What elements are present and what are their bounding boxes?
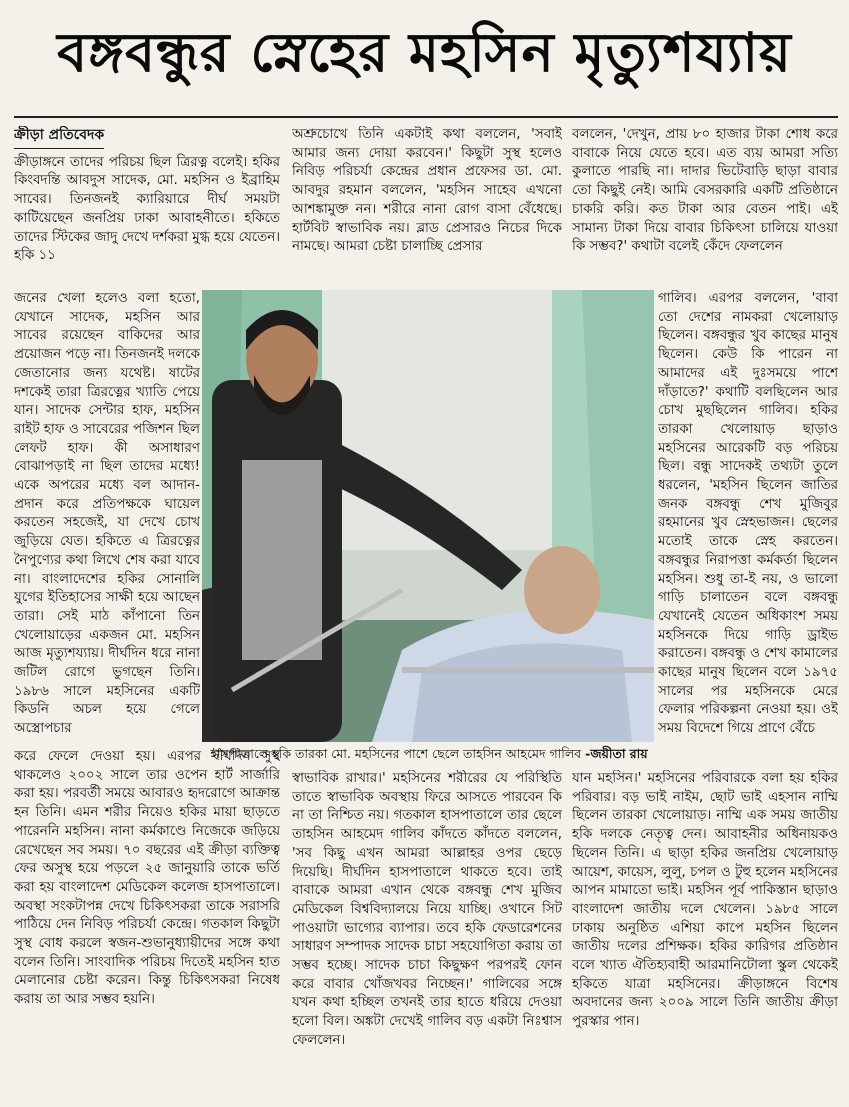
headline: বঙ্গবন্ধুর স্নেহের মহসিন মৃত্যুশয্যায় xyxy=(57,20,792,84)
paragraph: জনের খেলা হলেও বলা হতো, যেখানে সাদেক, মহসিন আর সাবের রয়েছেন বাকিদের আর প্রয়োজন পড়ে না। তিনজনই দলকে জেতানোর জন্য যথেষ্ট। ষাটের দশকেই তারা ত্রিরত্নের খ্যাতি পেয়ে যান। সাদেক সেন্টার হাফ, মহসিন রাইট হাফ ও সাবেরের পজিশন ছিল লেফট হাফ। কী অসাধারণ বোঝাপড়াই না ছিল তাদের মধ্যে! একে অপরের মধ্যে বল আদান-প্রদান করে প্রতিপক্ষকে ঘায়েল করতেন সহজেই, যা দেখে চোখ জুড়িয়ে যেত। হকিতে এ ত্রিরত্নের নৈপুণ্যের কথা লিখে শেষ করা যাবে না। বাংলাদেশের হকির সোনালি যুগের ইতিহাসের সাক্ষী হয়ে আছেন তারা। সেই মাঠ কাঁপানো তিন খেলোয়াড়ের একজন মো. মহসিন আজ মৃত্যুশয্যায়। দীর্ঘদিন ধরে নানা জটিল রোগে ভুগছেন তিনি। ১৯৮৬ সালে মহসিনের একটি কিডনি অচল হয়ে গেলে অস্ত্রোপচার xyxy=(14,291,200,736)
headline-rule xyxy=(14,116,838,118)
column-2-bottom xyxy=(292,770,562,1094)
photo-credit: -জয়ীতা রায় xyxy=(585,746,648,761)
column-1-top xyxy=(14,126,280,292)
photo-caption xyxy=(200,742,658,766)
column-3-top xyxy=(572,126,838,292)
paragraph: বললেন, 'দেখুন, প্রায় ৮০ হাজার টাকা শোধ করে বাবাকে নিয়ে যেতে হবে। এত ব্যয় আমরা সত্যি কুলাতে পারছি না। দাদার ভিটেবাড়ি ছাড়া বাবার তো কিছুই নেই। আমি বেসরকারি একটি প্রতিষ্ঠানে চাকরি করি। কত টাকা আর বেতন পাই। এই সামান্য টাকা দিয়ে বাবার চিকিৎসা চালিয়ে যাওয়া কি সম্ভব?' কথাটা বলেই কেঁদে ফেললেন xyxy=(572,127,838,255)
paragraph: যান মহসিন।' মহসিনের পরিবারকে বলা হয় হকির পরিবার। বড় ভাই নাইম, ছোট ভাই এহসান নাম্মি ছিলেন তারকা খেলোয়াড়। নাম্মি এক সময় জাতীয় হকি দলকে নেতৃত্ব দেন। আবাহনীর অধিনায়কও ছিলেন তিনি। এ ছাড়া হকির জনপ্রিয় খেলোয়াড় আয়েশ, কায়েস, লুলু, চপল ও টুহু হলেন মহসিনের আপন মামাতো ভাই। মহসিন পূর্ব পাকিস্তান ছাড়াও বাংলাদেশ জাতীয় দলে খেলেন। ১৯৮৫ সালে ঢাকায় অনুষ্ঠিত এশিয়া কাপে মহসিন ছিলেন জাতীয় দলের প্রশিক্ষক। হকির কারিগর প্রতিষ্ঠান বলে খ্যাত ঐতিহ্যবাহী আরমানিটোলা স্কুল থেকেই হকিতে যাত্রা মহসিনের। ক্রীড়াঙ্গনে বিশেষ অবদানের জন্য ২০০৯ সালে তিনি জাতীয় ক্রীড়া পুরস্কার পান। xyxy=(572,771,838,1030)
paragraph: করে ফেলে দেওয়া হয়। এরপর দীর্ঘদিন সুস্থ থাকলেও ২০০২ সালে তার ওপেন হার্ট সার্জারি করা হয়। পরবর্তী সময়ে আবারও হৃদরোগে আক্রান্ত হন তিনি। এমন শরীর নিয়েও হকির মায়া ছাড়তে পারেননি মহসিন। নানা কর্মকাণ্ডে নিজেকে জড়িয়ে রেখেছেন সব সময়। ৭০ বছরের এই ক্রীড়া ব্যক্তিত্ব ফের অসুস্থ হয়ে পড়লে ২৫ জানুয়ারি তাকে ভর্তি করা হয় বাংলাদেশ মেডিকেল কলেজ হাসপাতালে। অবস্থা সংকটাপন্ন দেখে চিকিৎসকরা তাকে সরাসরি পাঠিয়ে দেন নিবিড় পরিচর্যা কেন্দ্রে। গতকাল কিছুটা সুস্থ বোধ করলে স্বজন-শুভানুধ্যায়ীদের সঙ্গে কথা বলেন তিনি। সাংবাদিক পরিচয় দিতেই মহসিন হাত মেলানোর চেষ্টা করেন। কিন্তু চিকিৎসকরা নিষেধ করায় তা আর সম্ভব হয়নি। xyxy=(14,749,280,1008)
byline: ক্রীড়া প্রতিবেদক xyxy=(14,126,104,149)
column-3-bottom xyxy=(572,770,838,1094)
hospital-photo xyxy=(202,290,654,742)
photo-illustration xyxy=(202,290,654,742)
paragraph: স্বাভাবিক রাখার।' মহসিনের শরীরের যে পরিস্থিতি তাতে স্বাভাবিক অবস্থায় ফিরে আসতে পারবেন কি না তা নিশ্চিত নয়। গতকাল হাসপাতালে তার ছেলে তাহসিন আহমেদ গালিব কাঁদতে কাঁদতে বললেন, 'সব কিছু এখন আমরা আল্লাহর ওপর ছেড়ে দিয়েছি। দীর্ঘদিন হাসপাতালে থাকতে হবে। তাই বাবাকে আমরা এখান থেকে বঙ্গবন্ধু শেখ মুজিব মেডিকেল বিশ্ববিদ্যালয়ে নিয়ে যাচ্ছি। ওখানে সিট পাওয়াটা ভাগ্যের ব্যাপার। তবে হকি ফেডারেশনের সাধারণ সম্পাদক সাদেক চাচা সহযোগিতা করায় তা সম্ভব হচ্ছে। সাদেক চাচা কিছুক্ষণ পরপরই ফোন করে বাবার খোঁজখবর নিচ্ছেন।' গালিবের সঙ্গে যখন কথা হচ্ছিল তখনই তার হাতে ধরিয়ে দেওয়া হলো বিল। অঙ্কটা দেখেই গালিব বড় একটা নিঃশ্বাস ফেললেন। xyxy=(292,771,562,1048)
column-1-bottom xyxy=(14,748,280,1094)
caption-text: হাসপাতালে হকি তারকা মো. মহসিনের পাশে ছেলে তাহসিন আহমেদ গালিব xyxy=(210,746,582,761)
column-3-middle xyxy=(658,290,838,760)
paragraph: অশ্রুচোখে তিনি একটাই কথা বললেন, 'সবাই আমার জন্য দোয়া করবেন।' কিছুটা সুস্থ হলেও নিবিড় পরিচর্যা কেন্দ্রের প্রধান প্রফেসর ডা. মো. আবদুর রহমান বললেন, 'মহসিন সাহেব এখনো আশঙ্কামুক্ত নন। শরীরে নানা রোগ বাসা বেঁধেছে। হার্টবিট স্বাভাবিক নয়। ব্লাড প্রেসারও নিচের দিকে নামছে। আমরা চেষ্টা চালাচ্ছি প্রেসার xyxy=(292,127,562,255)
column-1-middle xyxy=(14,290,200,736)
column-2-top xyxy=(292,126,562,292)
paragraph: গালিব। এরপর বললেন, 'বাবা তো দেশের নামকরা খেলোয়াড় ছিলেন। বঙ্গবন্ধুর খুব কাছের মানুষ ছিলেন। কেউ কি পারেন না আমাদের এই দুঃসময়ে পাশে দাঁড়াতে?' কথাটি বলছিলেন আর চোখ মুছছিলেন গালিব। হকির তারকা খেলোয়াড় ছাড়াও মহসিনের আরেকটি বড় পরিচয় ছিল। বন্ধু সাদেকই তথ্যটা তুলে ধরলেন, 'মহসিন ছিলেন জাতির জনক বঙ্গবন্ধু শেখ মুজিবুর রহমানের খুব স্নেহভাজন। ছেলের মতোই তাকে স্নেহ করতেন। বঙ্গবন্ধুর নিরাপত্তা কর্মকর্তা ছিলেন মহসিন। শুধু তা-ই নয়, ও ভালো গাড়ি চালাতেন বলে বঙ্গবন্ধু যেখানেই যেতেন অধিকাংশ সময় মহসিনকে দিয়ে গাড়ি ড্রাইভ করাতেন। বঙ্গবন্ধু ও শেখ কামালের কাছের মানুষ ছিলেন বলে ১৯৭৫ সালের পর মহসিনকে মেরে ফেলার পরিকল্পনা নেওয়া হয়। ওই সময় বিদেশে গিয়ে প্রাণে বেঁচে xyxy=(658,291,838,737)
paragraph: ক্রীড়াঙ্গনে তাদের পরিচয় ছিল ত্রিরত্ন বলেই। হকির কিংবদন্তি আবদুস সাদেক, মো. মহসিন ও ইব্রাহিম সাবের। তিনজনই ক্যারিয়ারে দীর্ঘ সময়টা কাটিয়েছেন জনপ্রিয় ঢাকা আবাহনীতে। হকিতে তাদের স্টিকের জাদু দেখে দর্শকরা মুগ্ধ হয়ে যেতেন। হকি ১১ xyxy=(14,154,280,264)
